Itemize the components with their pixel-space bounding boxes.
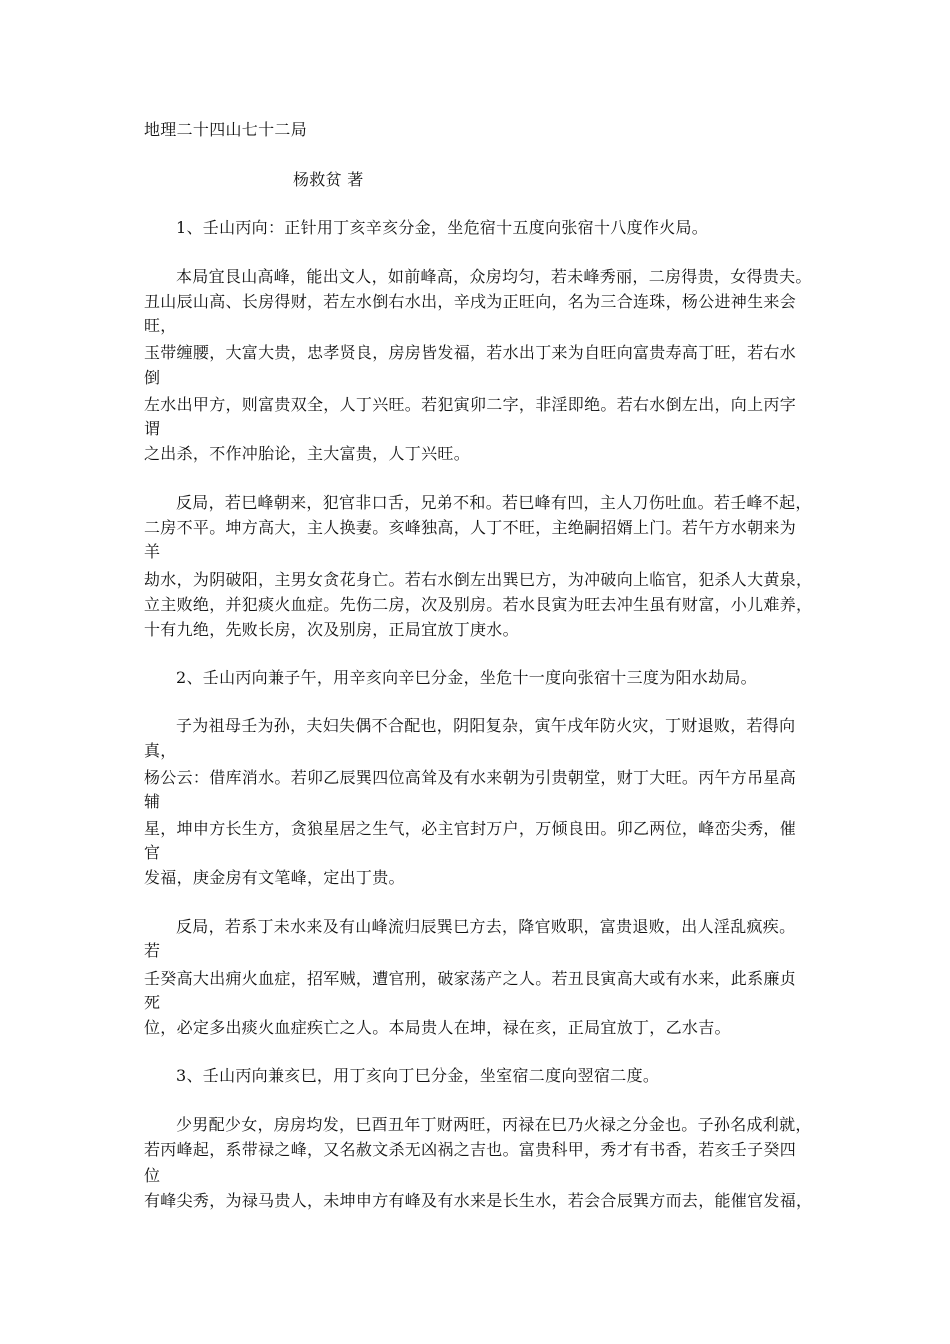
text-line: 发福，庚金房有文笔峰，定出丁贵。: [144, 868, 405, 887]
document-author: 杨救贫 著: [293, 170, 364, 189]
text-line: 谓: [144, 419, 161, 438]
text-line: 杨公云：借库消水。若卯乙辰巽四位高耸及有水来朝为引贵朝堂，财丁大旺。丙午方吊星高: [144, 768, 797, 787]
section-heading: 2、壬山丙向兼子午，用辛亥向辛巳分金，坐危十一度向张宿十三度为阳水劫局。: [176, 668, 757, 687]
text-line: 壬癸高大出痈火血症，招军贼，遭官刑，破家荡产之人。若丑艮寅高大或有水来，此系廉贞: [144, 969, 797, 988]
text-line: 位，必定多出痰火血症疾亡之人。本局贵人在坤，禄在亥，正局宜放丁，乙水吉。: [144, 1018, 731, 1037]
text-line: 旺，: [144, 316, 177, 335]
text-line: 立主败绝，并犯痰火血症。先伤二房，次及别房。若水艮寅为旺去冲生虽有财富，小儿难养，: [144, 595, 813, 614]
text-line: 二房不平。坤方高大，主人换妻。亥峰独高，人丁不旺，主绝嗣招婿上门。若午方水朝来为: [144, 518, 797, 537]
text-line: 真，: [144, 741, 177, 760]
text-line: 劫水，为阴破阳，主男女贪花身亡。若右水倒左出巽巳方，为冲破向上临官，犯杀人大黄泉，: [144, 570, 813, 589]
text-line: 若: [144, 941, 161, 960]
text-line: 辅: [144, 792, 161, 811]
text-line: 倒: [144, 368, 161, 387]
text-line: 之出杀，不作冲胎论，主大富贵，人丁兴旺。: [144, 444, 471, 463]
text-line: 官: [144, 843, 161, 862]
text-line: 位: [144, 1166, 161, 1185]
text-line: 反局，若系丁未水来及有山峰流归辰巽巳方去，降官败职，富贵退败，出人淫乱疯疾。: [176, 917, 796, 936]
text-line: 本局宜艮山高峰，能出文人，如前峰高，众房均匀，若未峰秀丽，二房得贵，女得贵夫。: [176, 267, 812, 286]
text-line: 反局，若巳峰朝来，犯官非口舌，兄弟不和。若巳峰有凹，主人刀伤吐血。若壬峰不起，: [176, 493, 812, 512]
text-line: 死: [144, 993, 161, 1012]
text-line: 玉带缠腰，大富大贵，忠孝贤良，房房皆发福，若水出丁来为自旺向富贵寿高丁旺，若右水: [144, 343, 797, 362]
text-line: 左水出甲方，则富贵双全，人丁兴旺。若犯寅卯二字，非淫即绝。若右水倒左出，向上丙字: [144, 395, 797, 414]
text-line: 有峰尖秀，为禄马贵人，未坤申方有峰及有水来是长生水，若会合辰巽方而去，能催官发福，: [144, 1191, 813, 1210]
section-heading: 1、壬山丙向：正针用丁亥辛亥分金，坐危宿十五度向张宿十八度作火局。: [176, 218, 709, 237]
text-line: 少男配少女，房房均发，巳酉丑年丁财两旺，丙禄在巳乃火禄之分金也。子孙名成利就，: [176, 1115, 812, 1134]
section-heading: 3、壬山丙向兼亥巳，用丁亥向丁巳分金，坐室宿二度向翌宿二度。: [176, 1066, 660, 1085]
text-line: 子为祖母壬为孙，夫妇失偶不合配也，阴阳复杂，寅午戌年防火灾，丁财退败，若得向: [176, 716, 796, 735]
text-line: 若丙峰起，系带禄之峰，又名赦文杀无凶祸之吉也。富贵科甲，秀才有书香，若亥壬子癸四: [144, 1140, 797, 1159]
text-line: 丑山辰山高、长房得财，若左水倒右水出，辛戌为正旺向，名为三合连珠，杨公进神生来会: [144, 292, 797, 311]
text-line: 星，坤申方长生方，贪狼星居之生气，必主官封万户，万倾良田。卯乙两位，峰峦尖秀，催: [144, 819, 797, 838]
document-title: 地理二十四山七十二局: [144, 120, 308, 139]
text-line: 羊: [144, 542, 161, 561]
text-line: 十有九绝，先败长房，次及别房，正局宜放丁庚水。: [144, 620, 519, 639]
